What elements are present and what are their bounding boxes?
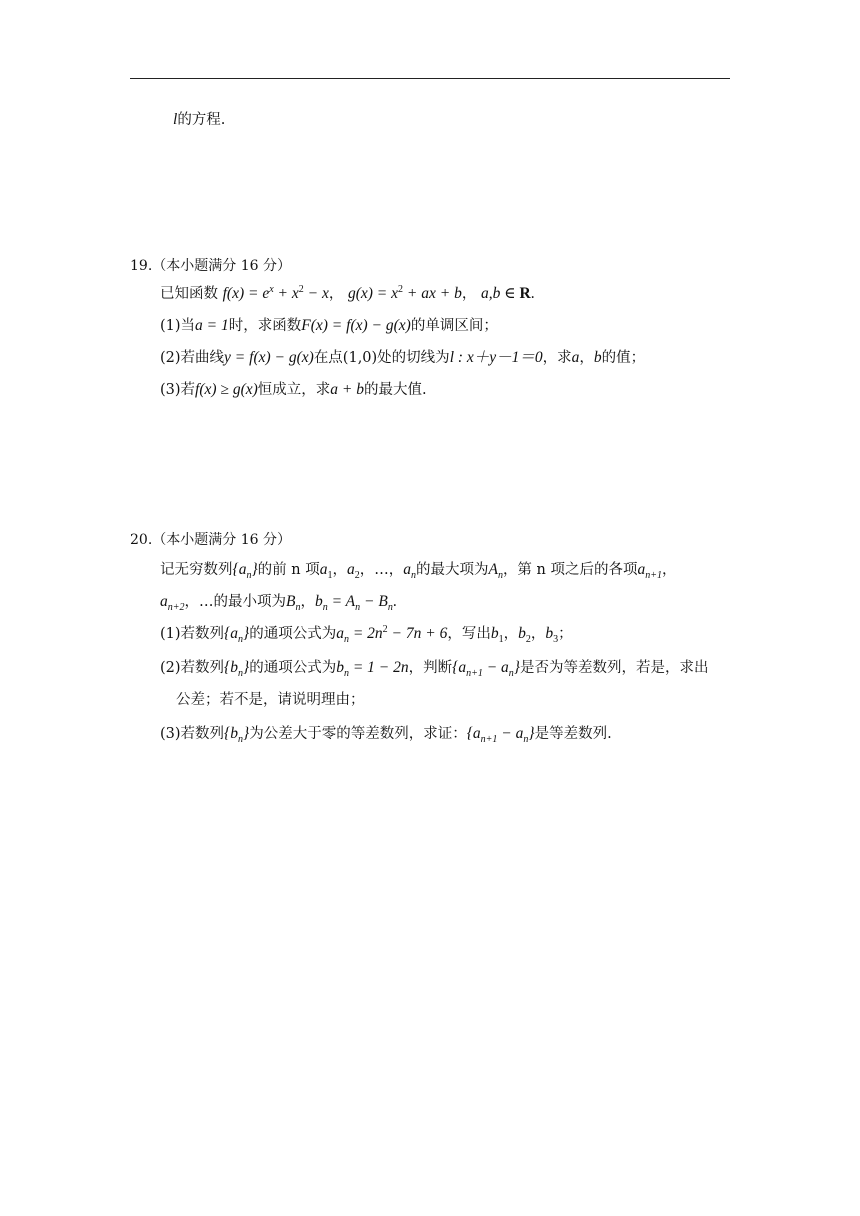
q20-stem-line1: 记无穷数列$\{a_n\}$的前 n 项$a_1$，$a_2$，…，$a_n$的最大项为$A_n$，第 n 项之后的各项$a_{n+1}$， bbox=[160, 561, 677, 582]
continuation-line bbox=[173, 110, 225, 130]
header-rule bbox=[130, 78, 730, 79]
q19-part1: (1)当a = 1时，求函数F(x) = f(x) − g(x)的单调区间； bbox=[160, 317, 498, 334]
q19-part3: (3)若f(x) ≥ g(x)恒成立，求a + b的最大值. bbox=[160, 381, 427, 398]
continuation-text: 的方程. bbox=[177, 112, 226, 128]
line-l-var: l bbox=[173, 111, 178, 128]
q20-part2: (2)若数列$\{b_n\}$的通项公式为$b_n = 1 - 2n$，判断$\{a_{n+1} - a_n\}$是否为等差数列，若是，求出 bbox=[160, 659, 709, 680]
q20-part1: (1)若数列$\{a_n\}$的通项公式为$a_n = 2n^2 - 7n + 6$，写出$b_1$，$b_2$，$b_3$； bbox=[160, 623, 573, 646]
q20-part3: (3)若数列$\{b_n\}$为公差大于零的等差数列，求证：$\{a_{n+1} - a_n\}$是等差数列. bbox=[160, 725, 612, 746]
q19-stem: 已知函数 $f(x) = e^x + x^2 - x$， $g(x) = x^2$ + ax + b， a,b ∈ R. bbox=[160, 283, 535, 302]
q20-part2-cont: 公差；若不是，请说明理由； bbox=[176, 692, 365, 708]
q19-heading: 19.（本小题满分 16 分） bbox=[130, 258, 291, 274]
q20-stem-line2: $a_{n+2}$，…的最小项为$B_n$，$b_n = A_n - B_n$. bbox=[160, 593, 397, 614]
q20-heading: 20.（本小题满分 16 分） bbox=[130, 532, 291, 548]
q19-part2: (2)若曲线y = f(x) − g(x)在点(1,0)处的切线为l : x＋y－1＝0，求a，b的值； bbox=[160, 349, 646, 366]
